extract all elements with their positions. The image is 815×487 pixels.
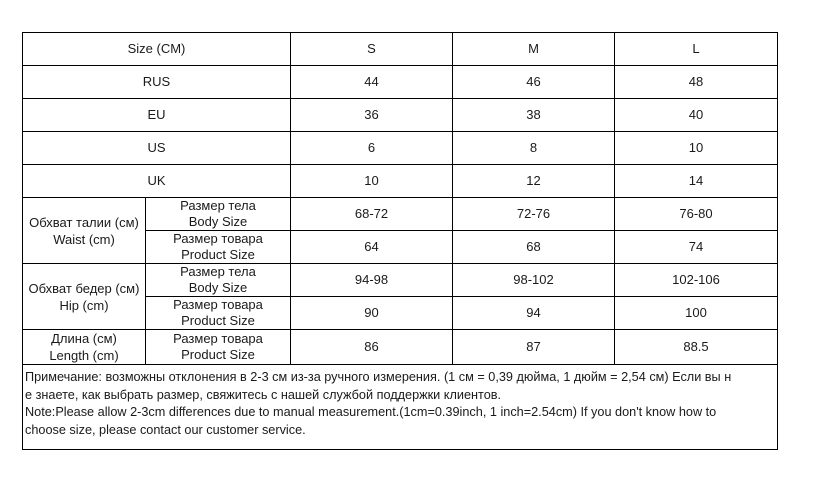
sub-label-ru: Размер товара	[173, 231, 263, 246]
table-row	[23, 99, 778, 132]
size-header-s: S	[291, 33, 453, 66]
sub-label-product-size	[146, 330, 291, 365]
table-cell: 40	[615, 99, 778, 132]
sub-label-en: Body Size	[188, 214, 248, 229]
table-cell: 87	[453, 330, 615, 365]
size-header-label: Size (CM)	[23, 33, 291, 66]
sub-label-ru: Размер тела	[180, 198, 256, 213]
group-label-ru: Длина (см)	[51, 331, 117, 346]
table-row	[23, 165, 778, 198]
table-row	[23, 330, 778, 365]
sub-label-product-size	[146, 297, 291, 330]
sub-label-en: Product Size	[181, 313, 255, 328]
note-line: choose size, please contact our customer service.	[25, 422, 306, 437]
table-cell: 46	[453, 66, 615, 99]
table-cell: 98-102	[453, 264, 615, 297]
table-cell: 76-80	[615, 198, 778, 231]
table-cell: 94-98	[291, 264, 453, 297]
note-line: Note:Please allow 2-3cm differences due to manual measurement.(1cm=0.39inch, 1 inch=2.54cm) If you don't know how to	[25, 405, 717, 419]
table-cell: 100	[615, 297, 778, 330]
row-label-us: US	[23, 132, 291, 165]
group-label-ru: Обхват талии (см)	[29, 214, 139, 230]
size-chart-table	[22, 32, 778, 450]
group-label-length	[23, 330, 146, 365]
sub-label-ru: Размер товара	[173, 297, 263, 312]
table-cell: 94	[453, 297, 615, 330]
table-row	[23, 198, 778, 231]
table-cell: 10	[291, 165, 453, 198]
table-cell: 88.5	[615, 330, 778, 365]
sub-label-ru: Размер тела	[180, 264, 256, 279]
table-cell: 6	[291, 132, 453, 165]
group-label-hip	[23, 264, 146, 330]
sub-label-product-size	[146, 231, 291, 264]
table-cell: 74	[615, 231, 778, 264]
table-cell: 10	[615, 132, 778, 165]
sub-label-body-size	[146, 198, 291, 231]
table-row	[23, 264, 778, 297]
table-cell: 44	[291, 66, 453, 99]
group-label-en: Length (cm)	[49, 348, 119, 363]
row-label-eu: EU	[23, 99, 291, 132]
sub-label-en: Product Size	[181, 247, 255, 262]
note-line: Примечание: возможны отклонения в 2-3 см из-за ручного измерения. (1 см = 0,39 дюйма, 1 дюйм = 2,54 см) Если вы н	[25, 370, 732, 384]
table-cell: 8	[453, 132, 615, 165]
measurement-note	[23, 365, 778, 450]
group-label-ru: Обхват бедер (см)	[28, 280, 140, 296]
row-label-uk: UK	[23, 165, 291, 198]
sub-label-ru: Размер товара	[173, 331, 263, 346]
table-cell: 68	[453, 231, 615, 264]
group-label-en: Hip (cm)	[59, 297, 109, 313]
table-cell: 12	[453, 165, 615, 198]
table-row	[23, 132, 778, 165]
group-label-en: Waist (cm)	[53, 231, 115, 247]
table-row	[23, 66, 778, 99]
table-cell: 64	[291, 231, 453, 264]
sub-label-en: Body Size	[188, 280, 248, 295]
sub-label-en: Product Size	[181, 347, 255, 362]
table-cell: 102-106	[615, 264, 778, 297]
table-cell: 48	[615, 66, 778, 99]
note-row	[23, 365, 778, 450]
size-header-m: M	[453, 33, 615, 66]
header-row	[23, 33, 778, 66]
table-cell: 14	[615, 165, 778, 198]
table-cell: 68-72	[291, 198, 453, 231]
row-label-rus: RUS	[23, 66, 291, 99]
sub-label-body-size	[146, 264, 291, 297]
size-header-l: L	[615, 33, 778, 66]
table-cell: 38	[453, 99, 615, 132]
table-cell: 36	[291, 99, 453, 132]
group-label-waist	[23, 198, 146, 264]
table-cell: 86	[291, 330, 453, 365]
note-line: е знаете, как выбрать размер, свяжитесь с нашей службой поддержки клиентов.	[25, 387, 502, 402]
table-cell: 72-76	[453, 198, 615, 231]
table-cell: 90	[291, 297, 453, 330]
